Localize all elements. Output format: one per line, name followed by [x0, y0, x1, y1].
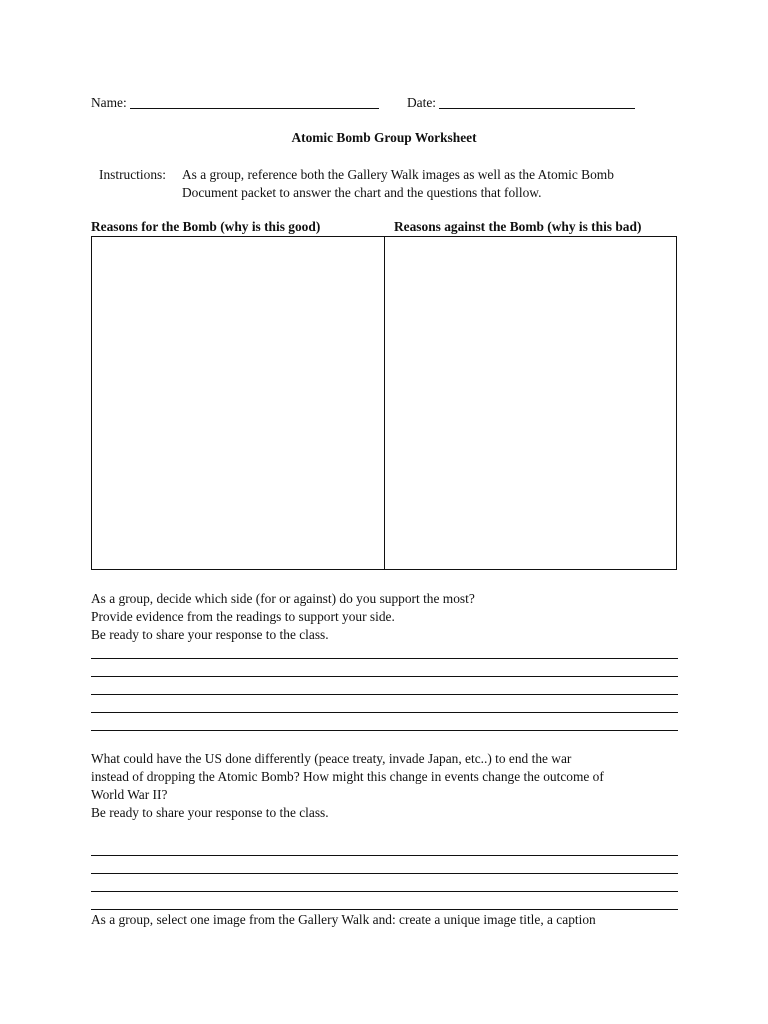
- question-2: [91, 750, 691, 822]
- question-2-line: What could have the US done differently (peace treaty, invade Japan, etc..) to end the war: [91, 751, 572, 766]
- worksheet-title: Atomic Bomb Group Worksheet: [291, 130, 477, 145]
- date-field[interactable]: [439, 108, 635, 109]
- answer-line[interactable]: [91, 909, 678, 910]
- answer-line[interactable]: [91, 676, 678, 677]
- answer-line[interactable]: [91, 873, 678, 874]
- answer-line[interactable]: [91, 658, 678, 659]
- answer-line[interactable]: [91, 694, 678, 695]
- question-1: [91, 590, 691, 644]
- question-3-line: As a group, select one image from the Gallery Walk and: create a unique image title, a caption: [91, 912, 596, 927]
- question-2-line: World War II?: [91, 787, 168, 802]
- answer-line[interactable]: [91, 855, 678, 856]
- instructions-line: Document packet to answer the chart and the questions that follow.: [182, 185, 542, 200]
- date-label: Date:: [407, 95, 436, 110]
- instructions-label: Instructions:: [99, 167, 166, 182]
- question-2-line: Be ready to share your response to the class.: [91, 805, 329, 820]
- name-label: Name:: [91, 95, 127, 110]
- instructions-text: [182, 166, 682, 202]
- answer-line[interactable]: [91, 730, 678, 731]
- column-heading-for: Reasons for the Bomb (why is this good): [91, 219, 321, 234]
- question-3: [91, 911, 691, 929]
- answer-line[interactable]: [91, 891, 678, 892]
- question-1-line: As a group, decide which side (for or against) do you support the most?: [91, 591, 475, 606]
- reasons-against-cell[interactable]: [385, 237, 676, 569]
- name-field[interactable]: [130, 108, 379, 109]
- instructions-line: As a group, reference both the Gallery Walk images as well as the Atomic Bomb: [182, 167, 614, 182]
- reasons-for-cell[interactable]: [92, 237, 384, 569]
- reasons-chart: [91, 236, 677, 570]
- answer-line[interactable]: [91, 712, 678, 713]
- column-heading-against: Reasons against the Bomb (why is this bad): [394, 219, 642, 234]
- question-2-line: instead of dropping the Atomic Bomb? How might this change in events change the outcome of: [91, 769, 604, 784]
- question-1-line: Be ready to share your response to the class.: [91, 627, 329, 642]
- question-1-line: Provide evidence from the readings to support your side.: [91, 609, 395, 624]
